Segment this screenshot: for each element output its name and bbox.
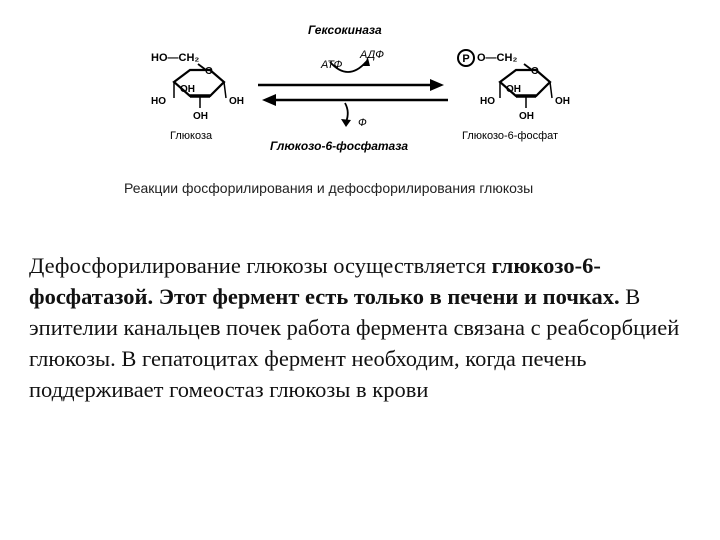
glucose-ho-left: HO — [151, 96, 166, 107]
g6p-oh-inner: OH — [506, 84, 521, 95]
atp-label: АТФ — [321, 59, 343, 71]
glucose-oh-right: OH — [229, 96, 244, 107]
glucose-6-phosphate-molecule — [458, 50, 570, 142]
enzyme-hexokinase-label: Гексокиназа — [308, 23, 382, 37]
text-part-bold: глюкозо-6-фосфатазой. Этот фермент есть только в печени и почках. — [29, 253, 620, 309]
glucose-oh-bottom: OH — [193, 111, 208, 122]
reaction-arrows — [258, 58, 448, 127]
text-part-regular-1: Дефосфорилирование глюкозы осуществляется — [29, 253, 492, 278]
glucose-ring-oxygen: O — [205, 66, 213, 77]
phosphate-label: Ф — [358, 117, 367, 129]
g6p-label: Глюкозо-6-фосфат — [462, 130, 559, 142]
g6p-oh-right: OH — [555, 96, 570, 107]
enzyme-glucose-6-phosphatase-label: Глюкозо-6-фосфатаза — [270, 139, 409, 153]
glucose-label: Глюкоза — [170, 130, 213, 142]
g6p-ring-oxygen: O — [531, 66, 539, 77]
glucose-oh-inner: OH — [180, 84, 195, 95]
body-paragraph — [29, 250, 709, 405]
phosphate-circle-label: P — [462, 53, 470, 65]
g6p-ch2-label: O—CH₂ — [477, 52, 518, 64]
figure-caption: Реакции фосфорилирования и дефосфорилирования глюкозы — [124, 180, 534, 196]
adp-label: АДФ — [360, 49, 384, 61]
glucose-ch2-label: HO—CH₂ — [151, 52, 200, 64]
glucose-molecule — [151, 52, 244, 142]
g6p-ho-left: HO — [480, 96, 495, 107]
text-part-regular-2: В эпителии канальцев почек работа фермента связана с реабсорбцией глюкозы. В гепатоцитах фермент необходим, когда печень поддерживает гомеостаз глюкозы в крови — [29, 284, 680, 402]
g6p-oh-bottom: OH — [519, 111, 534, 122]
